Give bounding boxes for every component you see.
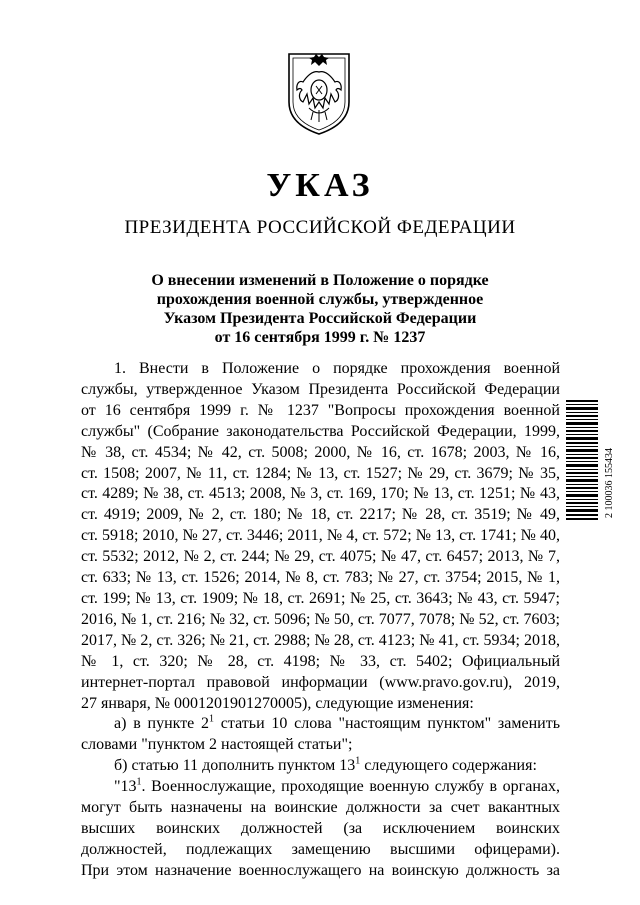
- document-heading: [110, 271, 530, 347]
- body-line: 2017, № 2, ст. 326; № 21, ст. 2988; № 28, ст. 4123; № 41, ст. 5934; 2018,: [81, 631, 560, 649]
- text-span: . Военнослужащие, проходящие военную службу в органах,: [141, 778, 560, 796]
- text-span: "13: [114, 778, 137, 796]
- body-line: № 38, ст. 4534; № 42, ст. 5008; 2000, № 16, ст. 1678; 2003, № 16,: [81, 443, 560, 461]
- body-line: от 16 сентября 1999 г. № 1237 "Вопросы прохождения военной: [81, 401, 560, 419]
- heading-line: Указом Президента Российской Федерации: [163, 310, 477, 327]
- body-line: ст. 4919; 2009, № 2, ст. 180; № 18, ст. 2217; № 28, ст. 3519; № 49,: [81, 506, 560, 524]
- body-line: ст. 1508; 2007, № 11, ст. 1284; № 13, ст. 1527; № 29, ст. 3679; № 35,: [81, 464, 560, 482]
- body-line: При этом назначение военнослужащего на воинскую должность за: [81, 861, 560, 879]
- body-line: должностей, подлежащих замещению высшими офицерами).: [81, 840, 560, 858]
- text-span: следующего содержания:: [360, 757, 537, 775]
- barcode-number: 2 100036 155434: [604, 448, 615, 518]
- text-span: статьи 10 слова "настоящим пунктом" заменить: [214, 715, 560, 733]
- body-line: [81, 756, 560, 777]
- body-line: словами "пунктом 2 настоящей статьи";: [81, 736, 353, 754]
- body-line: 2016, № 1, ст. 216; № 32, ст. 5096; № 50, ст. 7077, 7078; № 52, ст. 7603;: [81, 610, 560, 628]
- body-line: ст. 4289; № 38, ст. 4513; 2008, № 3, ст. 169, 170; № 13, ст. 1251; № 43,: [81, 485, 560, 503]
- text-span: а) в пункте 2: [114, 715, 210, 733]
- body-line: [81, 777, 560, 798]
- body-line: № 1, ст. 320; № 28, ст. 4198; № 33, ст. 5402; Официальный: [81, 652, 560, 670]
- body-line: могут быть назначены на воинские должности за счет вакантных: [81, 799, 560, 817]
- body-line: ст. 5918; 2010, № 27, ст. 3446; 2011, № 4, ст. 572; № 13, ст. 1741; № 40,: [81, 527, 560, 545]
- superscript: 1: [136, 777, 142, 788]
- state-emblem-icon: [283, 50, 355, 136]
- body-line: [81, 714, 560, 735]
- body-line: 27 января, № 0001201901270005), следующие изменения:: [81, 694, 474, 712]
- body-line: службы, утвержденное Указом Президента Российской Федерации: [81, 380, 560, 398]
- superscript: 1: [355, 756, 361, 767]
- heading-line: О внесении изменений в Положение о порядке: [151, 272, 489, 289]
- body-line: высших воинских должностей (за исключением воинских: [81, 819, 560, 837]
- body-line: ст. 5532; 2012, № 2, ст. 244; № 29, ст. 4075; № 47, ст. 6457; 2013, № 7,: [81, 548, 560, 566]
- document-subtitle: ПРЕЗИДЕНТА РОССИЙСКОЙ ФЕДЕРАЦИИ: [124, 217, 516, 238]
- document-body: [81, 359, 560, 882]
- heading-line: от 16 сентября 1999 г. № 1237: [214, 329, 426, 346]
- body-line: ст. 633; № 13, ст. 1526; 2014, № 8, ст. 783; № 27, ст. 3754; 2015, № 1,: [81, 569, 560, 587]
- body-line: службы" (Собрание законодательства Российской Федерации, 1999,: [81, 422, 560, 440]
- body-line: ст. 199; № 13, ст. 1909; № 18, ст. 2691; № 25, ст. 3643; № 43, ст. 5947;: [81, 589, 560, 607]
- body-line: 1. Внести в Положение о порядке прохождения военной: [114, 360, 560, 377]
- superscript: 1: [209, 714, 215, 726]
- heading-line: прохождения военной службы, утвержденное: [156, 291, 484, 308]
- text-span: б) статью 11 дополнить пунктом 13: [114, 757, 356, 775]
- body-line: интернет-портал правовой информации (www.pravo.gov.ru), 2019,: [81, 673, 560, 691]
- document-title: УКАЗ: [266, 167, 374, 204]
